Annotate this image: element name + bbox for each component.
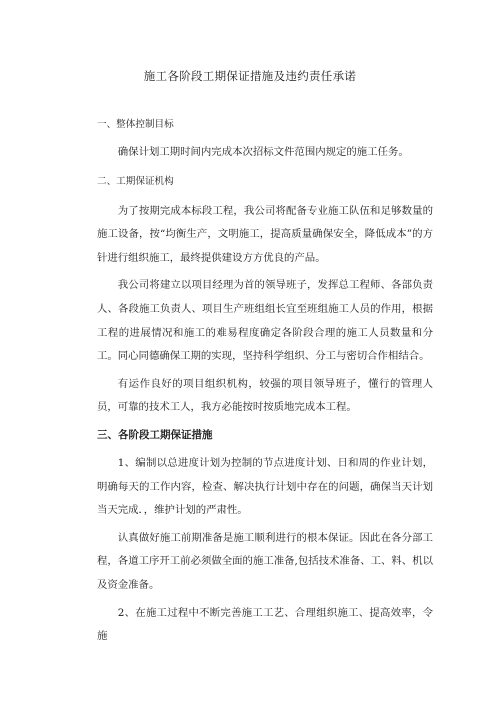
section-3-paragraph-1: 1、编制以总进度计划为控制的节点进度计划、日和周的作业计划，明确每天的工作内容，检查、解决执行计划中存在的问题，确保当天计划当天完成．，维护计划的严肃性。 [97,456,433,517]
section-2-paragraph-2: 我公司将建立以项目经理为首的领导班子，发挥总工程师、各部负责人、各段施工负责人、项目生产班组组长宜至班组施工人员的作用，根据工程的进展情况和施工的难易程度确定各阶段合理的施工人员数量和分工。同心同德确保工期的实现，坚持科学组织、分工与密切合作相结合。 [97,279,433,363]
section-2-paragraph-3: 有运作良好的项目组织机构，较强的项目领导班子，懂行的管理人员，可靠的技术工人，我方必能按时按质地完成本工程。 [97,377,433,414]
document-body [97,118,433,651]
section-3-paragraph-2: 认真做好施工前期准备是施工顺利进行的根本保证。因此在各分部工程，各道工序开工前必须做全面的施工准备,包括技术准备、工、料、机以及资金准备。 [97,531,433,591]
section-2-heading: 二、工期保证机构 [97,175,174,187]
section-1-paragraph-1: 确保计划工期时间内完成本次招标文件范围内规定的施工任务。 [117,146,409,158]
section-3-heading: 三、各阶段工期保证措施 [97,428,213,441]
section-2-paragraph-1: 为了按期完成本标段工程，我公司将配备专业施工队伍和足够数量的施工设备，按“均衡生产，文明施工，提高质量确保安全，降低成本”的方针进行组织施工，最终提供建设方方优良的产品。 [97,204,433,264]
section-3-paragraph-3: 2、在施工过程中不断完善施工工艺、合理组织施工、提高效率，令施 [97,606,433,643]
section-1-heading: 一、整体控制目标 [97,119,174,130]
document-title: 施工各阶段工期保证措施及违约责任承诺 [143,69,357,83]
